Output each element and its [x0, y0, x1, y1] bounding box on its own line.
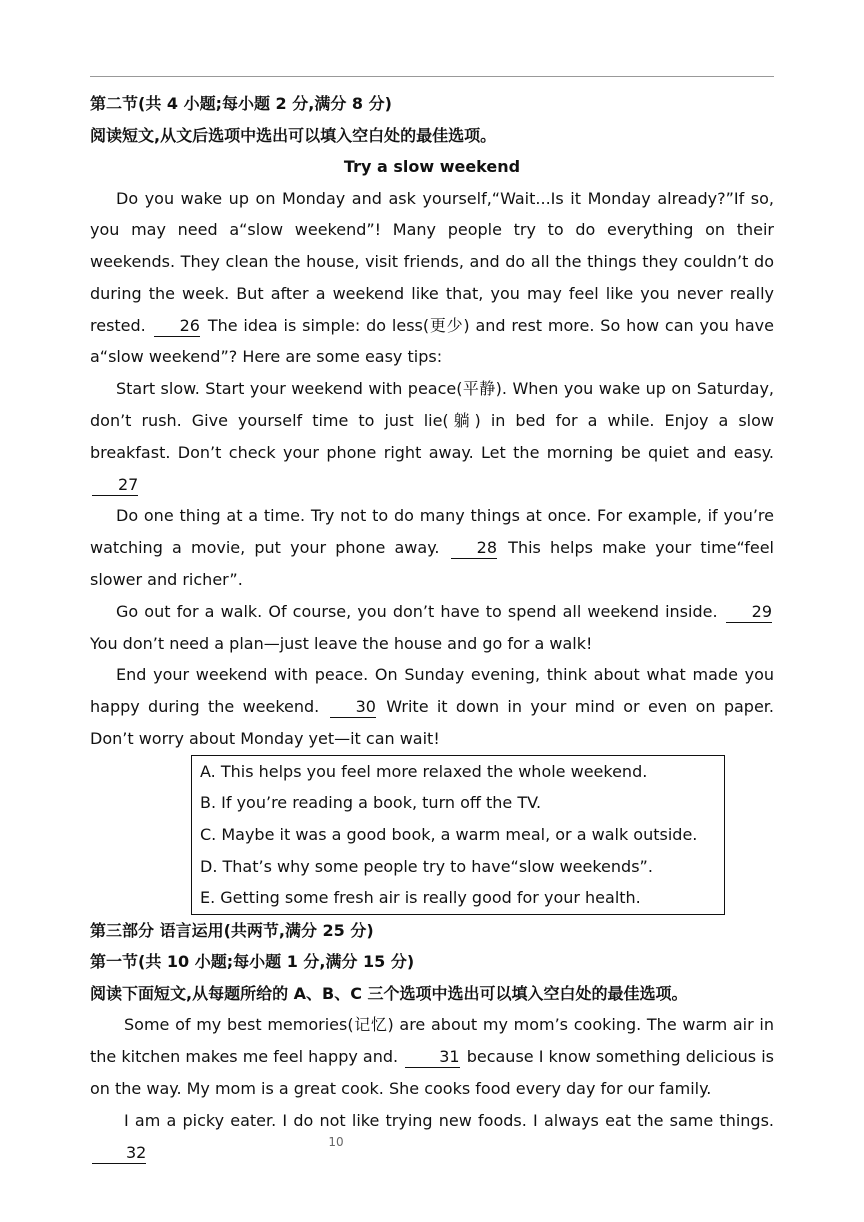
document-page [90, 88, 774, 1168]
option-d: D. That’s why some people try to have“slow weekends”. [200, 856, 653, 876]
blank-30: 30 [330, 697, 376, 718]
option-b: B. If you’re reading a book, turn off the TV. [200, 793, 542, 813]
blank-28: 28 [451, 538, 497, 559]
section-heading: 第二节(共 4 小题;每小题 2 分,满分 8 分) [90, 94, 392, 113]
passage-paragraph: Start slow. Start your weekend with peace(平静). When you wake up on Saturday, don’t rush. Give yourself time to just lie(躺) in bed for a while. Enjoy a slow breakfast. Don’t check your phone right away. Let the morning be quiet and easy. 27 [90, 379, 774, 494]
options-box [191, 755, 725, 915]
part-instruction: 阅读下面短文,从每题所给的 A、B、C 三个选项中选出可以填入空白处的最佳选项。 [90, 983, 688, 1003]
blank-29: 29 [726, 602, 772, 623]
option-e: E. Getting some fresh air is really good for your health. [200, 888, 641, 908]
blank-27: 27 [92, 475, 138, 496]
blank-26: 26 [154, 316, 200, 337]
blank-32: 32 [92, 1143, 146, 1164]
passage-paragraph: Some of my best memories(记忆) are about my mom’s cooking. The warm air in the kitchen makes me feel happy and. 31 because I know something delicious is on the way. My mom is a great cook. She cooks food every day for our family. [90, 1015, 774, 1098]
option-c: C. Maybe it was a good book, a warm meal, or a walk outside. [200, 825, 698, 845]
sub-section-heading: 第一节(共 10 小题;每小题 1 分,满分 15 分) [90, 952, 415, 972]
passage-paragraph: Go out for a walk. Of course, you don’t have to spend all weekend inside. 29 You don’t need a plan—just leave the house and go for a walk! [90, 601, 772, 653]
passage-title: Try a slow weekend [343, 157, 521, 176]
passage-paragraph: Do you wake up on Monday and ask yourself,“Wait...Is it Monday already?”If so, you may need a“slow weekend”! Many people try to do everything on their weekends. They clean the house, visit friends, and do all the things they couldn’t do during the week. But after a weekend like that, you may feel like you never really rested. 26 The idea is simple: do less(更少) and rest more. So how can you have a“slow weekend”? Here are some easy tips: [90, 188, 774, 367]
passage-paragraph: End your weekend with peace. On Sunday evening, think about what made you happy during the weekend. 30 Write it down in your mind or even on paper. Don’t worry about Monday yet—it can wait! [90, 665, 774, 749]
passage-paragraph: I am a picky eater. I do not like trying new foods. I always eat the same things. 32 [90, 1105, 774, 1169]
passage-paragraph: Do one thing at a time. Try not to do many things at once. For example, if you’re watching a movie, put your phone away. 28 This helps make your time“feel slower and richer”. [90, 506, 774, 590]
top-rule [90, 76, 774, 77]
part-heading: 第三部分 语言运用(共两节,满分 25 分) [90, 920, 374, 940]
section-instruction: 阅读短文,从文后选项中选出可以填入空白处的最佳选项。 [90, 125, 497, 145]
option-a: A. This helps you feel more relaxed the whole weekend. [200, 761, 648, 781]
blank-31: 31 [405, 1047, 459, 1068]
page-number: 10 [328, 1135, 344, 1149]
